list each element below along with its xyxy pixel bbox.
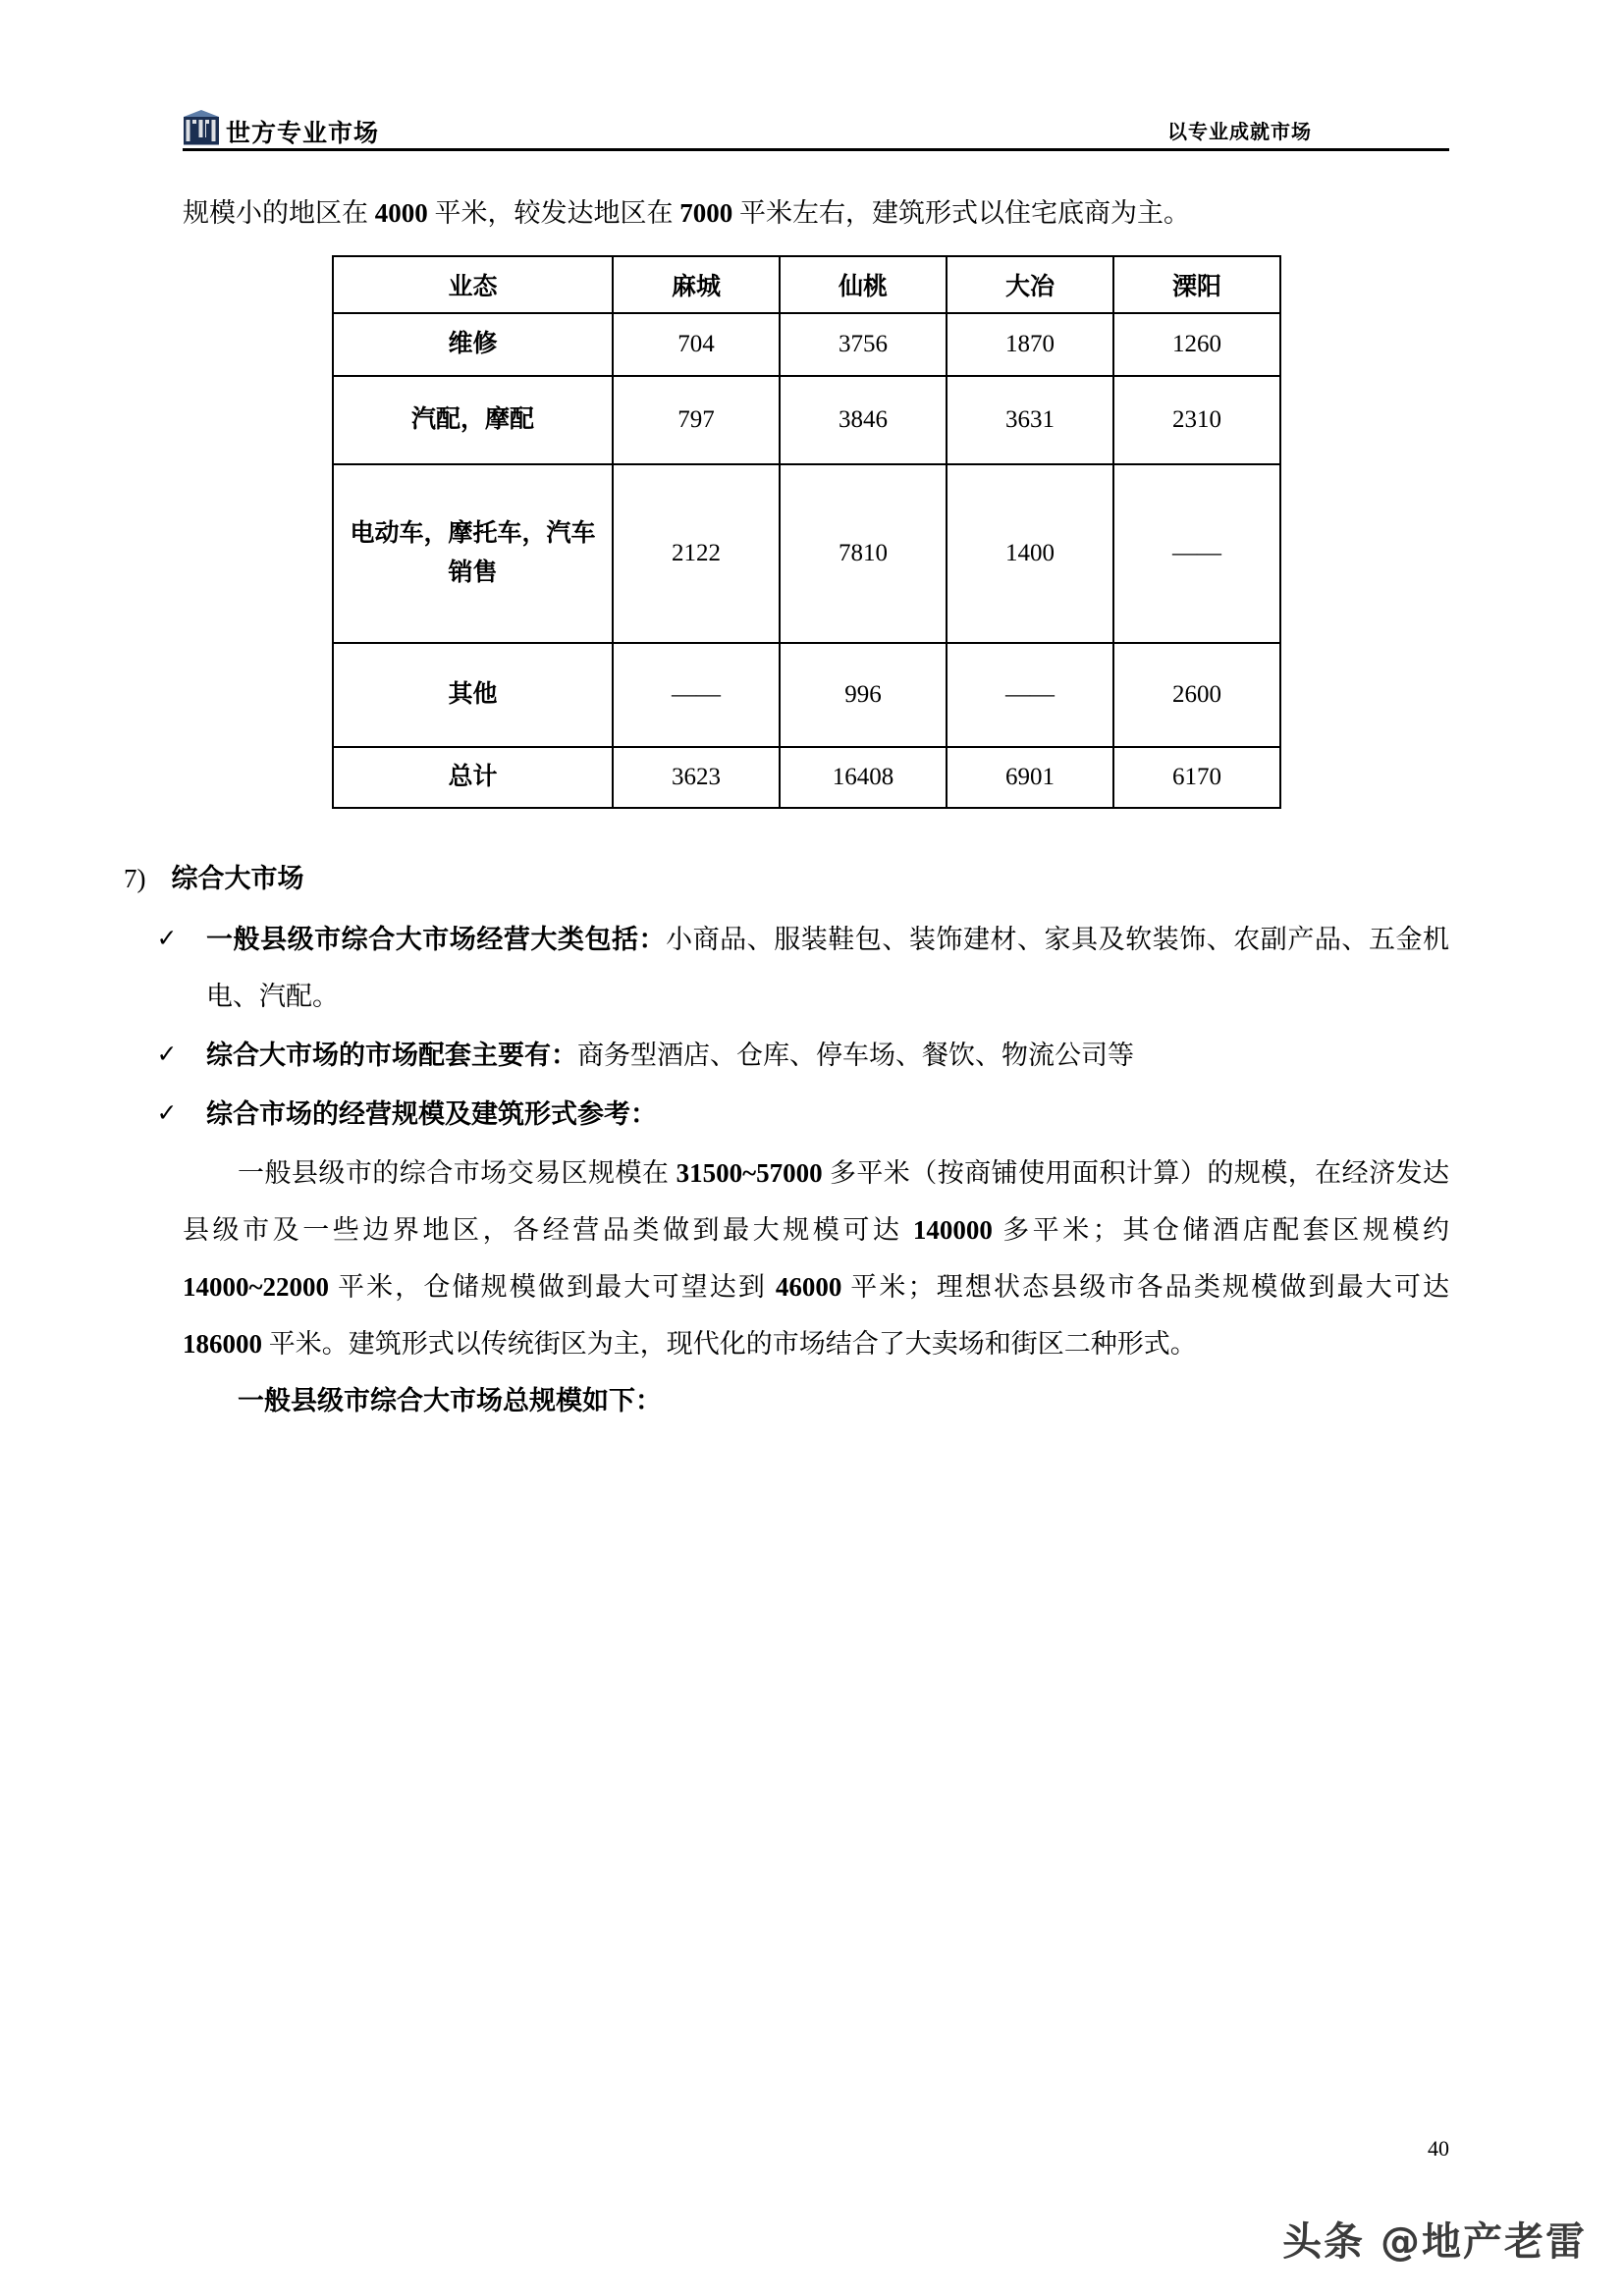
list-item-text — [206, 1027, 1449, 1084]
table-cell-value: 6170 — [1113, 747, 1280, 808]
table-cell-category: 总计 — [333, 747, 613, 808]
table-header-row — [333, 256, 1280, 313]
table-row-total — [333, 747, 1280, 808]
watermark: 头条 @地产老雷 — [1282, 2219, 1587, 2265]
list-item-rest: 小商品、服装鞋包、装饰建材、家具及软装饰、农副产品、五金机电、汽配。 — [206, 925, 1450, 1011]
list-item — [153, 1027, 1449, 1084]
table-cell-value: —— — [1113, 464, 1280, 643]
table-cell-value: 6901 — [947, 747, 1113, 808]
market-building-logo-icon — [183, 108, 220, 145]
table-cell-value: 2310 — [1113, 376, 1280, 464]
check-icon: ✓ — [156, 1100, 178, 1127]
list-item — [153, 911, 1449, 1025]
scale-text-5: 平米；理想状态县级市各品类规模做到最大可达 — [850, 1272, 1450, 1302]
intro-value-2: 7000 — [679, 198, 733, 228]
list-item-lead: 综合市场的经营规模及建筑形式参考： — [206, 1099, 657, 1129]
header-divider — [183, 148, 1449, 151]
table-cell-category: 其他 — [333, 643, 613, 747]
table-column-header: 仙桃 — [780, 256, 947, 313]
scale-text-6: 平米。建筑形式以传统街区为主，现代化的市场结合了大卖场和街区二种形式。 — [268, 1329, 1197, 1359]
intro-text-1: 规模小的地区在 — [183, 198, 368, 228]
list-item-text — [206, 911, 1449, 1025]
list-item-lead: 一般县级市综合大市场经营大类包括： — [206, 925, 667, 954]
check-icon: ✓ — [156, 926, 178, 952]
table-cell-category: 电动车，摩托车，汽车销售 — [333, 464, 613, 643]
brand-block — [183, 108, 379, 145]
intro-text-2: 平米，较发达地区在 — [434, 198, 674, 228]
table-row — [333, 376, 1280, 464]
page-number: 40 — [1428, 2136, 1449, 2161]
table-cell-value: 1870 — [947, 313, 1113, 376]
scale-value-2: 140000 — [912, 1215, 993, 1245]
table-cell-value: —— — [613, 643, 780, 747]
table-cell-value: 3846 — [780, 376, 947, 464]
list-item-lead: 综合大市场的市场配套主要有： — [206, 1041, 577, 1070]
section-title: 综合大市场 — [171, 864, 304, 893]
table-cell-value: 1400 — [947, 464, 1113, 643]
table-cell-value: 2600 — [1113, 643, 1280, 747]
scale-value-4: 46000 — [775, 1272, 842, 1302]
section-marker: 7) — [124, 864, 146, 893]
table-row — [333, 313, 1280, 376]
section-heading — [124, 854, 1449, 903]
table-row — [333, 643, 1280, 747]
scale-text-2: 多平米（按商铺使用面积计算）的规模，在经济发达县级市及一些边界地区，各经营品类做到最大规模可达 — [183, 1158, 1450, 1245]
table-cell-value: 7810 — [780, 464, 947, 643]
table-cell-value: 3623 — [613, 747, 780, 808]
table-column-header: 麻城 — [613, 256, 780, 313]
table-cell-value: 3631 — [947, 376, 1113, 464]
table-cell-category: 汽配，摩配 — [333, 376, 613, 464]
table-cell-value: 16408 — [780, 747, 947, 808]
page-header — [183, 94, 1449, 155]
scale-text-3: 多平米；其仓储酒店配套区规模约 — [1002, 1215, 1449, 1245]
scale-text-1: 一般县级市的综合市场交易区规模在 — [238, 1158, 670, 1188]
intro-value-1: 4000 — [374, 198, 428, 228]
bullet-list — [153, 911, 1449, 1143]
header-slogan: 以专业成就市场 — [1167, 120, 1312, 143]
document-content — [124, 185, 1450, 1429]
table-cell-value: 704 — [613, 313, 780, 376]
table-cell-value: 1260 — [1113, 313, 1280, 376]
list-item-text — [206, 1086, 1449, 1143]
scale-value-1: 31500~57000 — [676, 1158, 823, 1188]
list-item — [153, 1086, 1449, 1143]
table-cell-value: 3756 — [780, 313, 947, 376]
business-scale-table — [332, 255, 1281, 809]
table-cell-value: 2122 — [613, 464, 780, 643]
brand-title: 世方专业市场 — [226, 119, 380, 147]
table-cell-value: —— — [947, 643, 1113, 747]
list-item-rest: 商务型酒店、仓库、停车场、餐饮、物流公司等 — [577, 1041, 1134, 1070]
table-cell-category: 维修 — [333, 313, 613, 376]
table-row — [333, 464, 1280, 643]
scale-paragraph — [183, 1145, 1449, 1372]
intro-text-3: 平米左右，建筑形式以住宅底商为主。 — [739, 198, 1190, 228]
table-column-header: 溧阳 — [1113, 256, 1280, 313]
table-cell-value: 797 — [613, 376, 780, 464]
scale-text-4: 平米，仓储规模做到最大可望达到 — [337, 1272, 767, 1302]
check-icon: ✓ — [156, 1041, 178, 1068]
scale-value-3: 14000~22000 — [183, 1272, 330, 1302]
table-column-header: 业态 — [333, 256, 613, 313]
table-cell-value: 996 — [780, 643, 947, 747]
business-scale-table-wrap — [332, 255, 1449, 809]
closing-line: 一般县级市综合大市场总规模如下： — [238, 1386, 662, 1415]
intro-paragraph — [183, 185, 1449, 241]
table-column-header: 大冶 — [947, 256, 1113, 313]
scale-value-5: 186000 — [183, 1329, 262, 1359]
